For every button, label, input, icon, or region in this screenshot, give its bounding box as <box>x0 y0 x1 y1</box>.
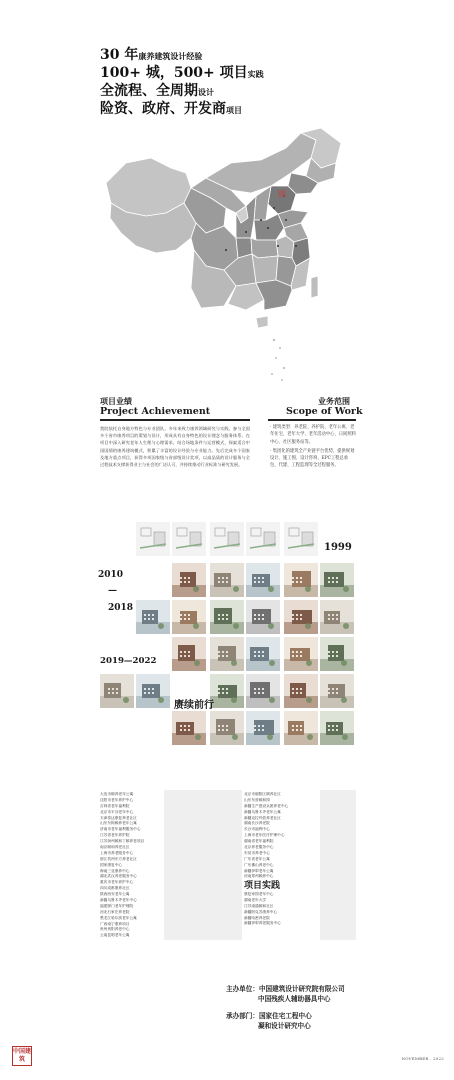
publish-date: NOVEMBER . 2022 <box>401 1056 444 1061</box>
achievement-body: 我院依托自身地方特色与专业团队，多年来致力康养领域研究与实践，参与全国多个省市康养项目的策划与设计，形成具有自身特色的设计理念与服务体系。在项目中深入研究老年人生理与心理需求，结合场地条件与运营模式，探索适合中国国情的康养建筑模式，积累了丰富的设计经验与专业能力。先后完成多个国家及地方重点项目，获得多项国家级与省部级设计奖项，以高品质的设计服务与全过程技术支撑获得业主与社会的广泛认可，并持续推动行业标准与研究发展。 <box>100 426 250 468</box>
project-photo-thumbnail <box>172 637 206 671</box>
scope-list <box>270 424 356 470</box>
project-list-item: 河南郑州颐养中心 <box>244 874 274 879</box>
project-photo-thumbnail <box>136 522 170 556</box>
scope-item: · 建筑类型：养老院、养护院、老年公寓、老年住宅、老年大学、老年活动中心、日间照料中心、社区服务站等。 <box>270 425 356 445</box>
project-list-item: 北京养老服务中心 <box>244 845 274 850</box>
project-list-item: 沈阳市老年养护中心 <box>100 797 134 802</box>
list-background-left <box>164 790 242 940</box>
header-line-3: 全流程、全周期设计 <box>100 83 214 99</box>
org-2: 凝和设计研究中心 <box>258 1022 311 1030</box>
project-list-item: 河北石家庄养老院 <box>100 909 130 914</box>
project-list-item: 新疆哈密养老院 <box>244 915 270 920</box>
project-list-item: 新疆乌鲁木齐老年公寓 <box>244 809 281 814</box>
china-map <box>96 128 346 388</box>
project-photo-thumbnail <box>210 600 244 634</box>
project-photo-thumbnail <box>100 674 134 708</box>
project-list-item: 上海市养老服务中心 <box>100 850 134 855</box>
scope-rule <box>268 419 356 421</box>
era-2019-2022: 2019—2022 <box>100 656 157 666</box>
header-line-2: 100+ 城，500+ 项目实践 <box>100 65 264 81</box>
project-list-item: 黑龙江哈尔滨老年公寓 <box>100 915 137 920</box>
project-list-item: 重庆市老年养护中心 <box>100 880 134 885</box>
project-list-item: 长沙市福利中心 <box>244 827 270 832</box>
project-list-item: 大连市颐养老年公寓 <box>100 792 134 796</box>
continue-label: 赓续前行 <box>174 700 214 711</box>
project-photo-thumbnail <box>210 637 244 671</box>
host-label: 主办单位： <box>226 985 259 993</box>
seal-stamp: 中国建筑 <box>12 1046 32 1066</box>
project-list-item: 上海市老年医疗护理中心 <box>244 833 285 838</box>
project-photo-thumbnail <box>320 600 354 634</box>
project-photo-thumbnail <box>246 600 280 634</box>
project-list-item: 湖北武汉养老服务中心 <box>100 874 137 879</box>
project-list-item: 广东佛山养老中心 <box>244 862 274 867</box>
project-list-item: 福建厦门老年护理院 <box>100 903 134 908</box>
project-list-item: 吉林省老年福利院 <box>100 803 130 808</box>
project-list-item: 湖南老年大学 <box>244 897 267 902</box>
project-photo-thumbnail <box>284 674 318 708</box>
project-list-item: 湖南长沙养老院 <box>244 821 270 826</box>
list-background-right <box>320 790 356 940</box>
project-photo-thumbnail <box>284 563 318 597</box>
practice-title: 项目实践 <box>244 881 281 891</box>
achievement-title-en: Project Achievement <box>100 406 211 417</box>
project-photo-thumbnail <box>320 637 354 671</box>
project-photo-thumbnail <box>320 674 354 708</box>
project-list-item: 海南三亚康养中心 <box>100 868 130 873</box>
project-photo-thumbnail <box>210 522 244 556</box>
project-list-item: 新疆伊犁老年公寓 <box>244 868 274 873</box>
project-photo-thumbnail <box>172 563 206 597</box>
project-photo-thumbnail <box>246 674 280 708</box>
project-photo-thumbnail <box>246 522 280 556</box>
project-photo-thumbnail <box>284 711 318 745</box>
project-photo-thumbnail <box>172 711 206 745</box>
project-list-item: 贵州贵阳养老中心 <box>100 927 130 932</box>
project-photo-thumbnail <box>136 600 170 634</box>
header-line-1: 30 年康养建筑设计经验 <box>100 47 203 63</box>
project-photo-thumbnail <box>210 674 244 708</box>
host-1: 中国建筑设计研究院有限公司 <box>258 985 345 993</box>
project-list-item: 新疆伊犁养老服务中心 <box>244 921 281 926</box>
scope-title-en: Scope of Work <box>286 406 363 417</box>
project-list-item: 江苏省老年养护院 <box>100 833 130 838</box>
project-photo-thumbnail <box>172 600 206 634</box>
org-row-1 <box>226 1010 312 1020</box>
project-list-item: 山东东阿颐养老年公寓 <box>100 821 137 826</box>
project-list-item: 东莞市养老中心 <box>244 850 270 855</box>
project-list-item: 天津泰达康复养老社区 <box>100 815 137 820</box>
project-list-item: 山东东营颐和园 <box>244 797 270 802</box>
scope-item: · 集团化的建筑全产业链平台优势，提供规划设计、施工图、设计咨询、EPC工程总承包、代建、工程监理等全过程服务。 <box>270 448 355 469</box>
project-list-item: 新疆阿克苏康养中心 <box>244 909 278 914</box>
practice-list-right-2 <box>244 892 281 927</box>
project-list-item: 南京颐和养老社区 <box>100 845 130 850</box>
project-list-item: 四川成都康养社区 <box>100 886 130 891</box>
era-dash: — <box>108 586 117 596</box>
project-list-item: 广西南宁康养项目 <box>100 921 130 926</box>
project-list-item: 康复家园老年中心 <box>244 892 274 896</box>
era-2010: 2010 <box>98 570 124 580</box>
project-photo-thumbnail <box>246 711 280 745</box>
project-photo-thumbnail <box>210 711 244 745</box>
project-photo-thumbnail <box>246 563 280 597</box>
host-2: 中国残疾人辅助器具中心 <box>258 995 331 1003</box>
project-list-item: 济南市老年福利服务中心 <box>100 827 141 832</box>
project-list-item: 江苏南通颐和社区 <box>244 903 274 908</box>
header-line-4: 险资、政府、开发商项目 <box>100 101 242 117</box>
project-list-item: 江苏扬州颐和丁颐养老项目 <box>100 839 145 844</box>
project-photo-thumbnail <box>246 637 280 671</box>
project-photo-thumbnail <box>320 711 354 745</box>
project-list-item: 国家康复中心 <box>100 862 123 867</box>
achievement-title-cn: 项目业绩 <box>100 396 132 406</box>
scope-title-cn: 业务范围 <box>318 396 350 406</box>
project-list-item: 陕西西安老年公寓 <box>100 892 130 897</box>
project-photo-thumbnail <box>320 563 354 597</box>
project-list-item: 新疆克拉玛依养老社区 <box>244 815 281 820</box>
project-photo-thumbnail <box>284 522 318 556</box>
project-list-item: 北京市平谷老年中心 <box>100 809 134 814</box>
project-list-item: 浙江杭州东方养老社区 <box>100 856 137 861</box>
project-photo-thumbnail <box>136 674 170 708</box>
org-label: 承办部门： <box>226 1012 259 1020</box>
project-photo-thumbnail <box>210 563 244 597</box>
era-1999: 1999 <box>324 542 352 553</box>
achievement-rule <box>100 419 250 421</box>
practice-list-right <box>244 792 288 880</box>
practice-list-left <box>100 792 144 939</box>
host-row-1 <box>226 983 345 993</box>
project-photo-thumbnail <box>172 522 206 556</box>
project-photo-thumbnail <box>284 600 318 634</box>
project-list-item: 云南昆明老年公寓 <box>100 933 130 938</box>
era-2018: 2018 <box>108 603 134 613</box>
project-list-item: 湖南省老年福利院 <box>244 839 274 844</box>
project-list-item: 广东省老年公寓 <box>244 856 270 861</box>
org-1: 国家住宅工程中心 <box>258 1012 312 1020</box>
project-list-item: 新疆生产建设兵团养老中心 <box>244 803 289 808</box>
project-photo-thumbnail <box>284 637 318 671</box>
project-list-item: 新疆乌鲁木齐老年中心 <box>100 898 137 903</box>
project-list-item: 北京市朝阳区颐养社区 <box>244 792 281 796</box>
